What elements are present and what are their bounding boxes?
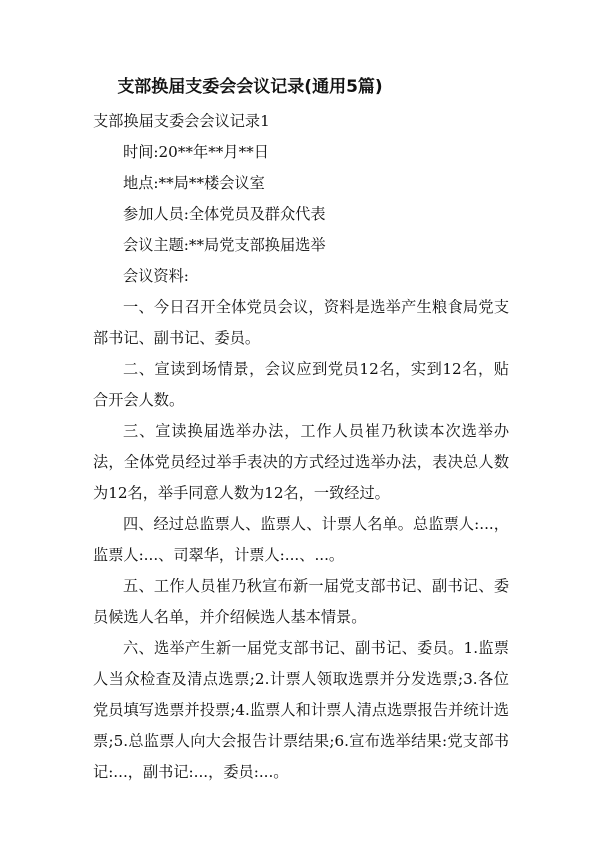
agenda-paragraph-1: 一、今日召开全体党员会议，资料是选举产生粮食局党支部书记、副书记、委员。 xyxy=(93,298,509,347)
agenda-paragraph-3: 三、宣读换届选举办法，工作人员崔乃秋读本次选举办法，全体党员经过举手表决的方式经过选举办法，表决总人数为12名，举手同意人数为12名，一致经过。 xyxy=(93,422,509,502)
record-heading: 支部换届支委会会议记录1 xyxy=(93,112,270,130)
document-title: 支部换届支委会会议记录(通用5篇) xyxy=(117,77,383,97)
meeting-time: 时间:20**年**月**日 xyxy=(123,143,269,161)
agenda-paragraph-2: 二、宣读到场情景，会议应到党员12名，实到12名，贴合开会人数。 xyxy=(93,360,509,409)
meeting-topic: 会议主题:**局党支部换届选举 xyxy=(123,236,326,254)
document-body xyxy=(93,106,509,788)
meeting-materials-label: 会议资料: xyxy=(123,267,189,285)
meeting-place: 地点:**局**楼会议室 xyxy=(123,174,265,192)
agenda-paragraph-5: 五、工作人员崔乃秋宣布新一届党支部书记、副书记、委员候选人名单，并介绍候选人基本情景。 xyxy=(93,577,509,626)
meeting-attendees: 参加人员:全体党员及群众代表 xyxy=(123,205,326,223)
agenda-paragraph-4: 四、经过总监票人、监票人、计票人名单。总监票人:...，监票人:...、司翠华，计票人:...、...。 xyxy=(93,515,509,564)
agenda-paragraph-6: 六、选举产生新一届党支部书记、副书记、委员。1.监票人当众检查及清点选票;2.计票人领取选票并分发选票;3.各位党员填写选票并投票;4.监票人和计票人清点选票报告并统计选票;5.总监票人向大会报告计票结果;6.宣布选举结果:党支部书记:...，副书记:...，委员:...。 xyxy=(93,639,509,781)
